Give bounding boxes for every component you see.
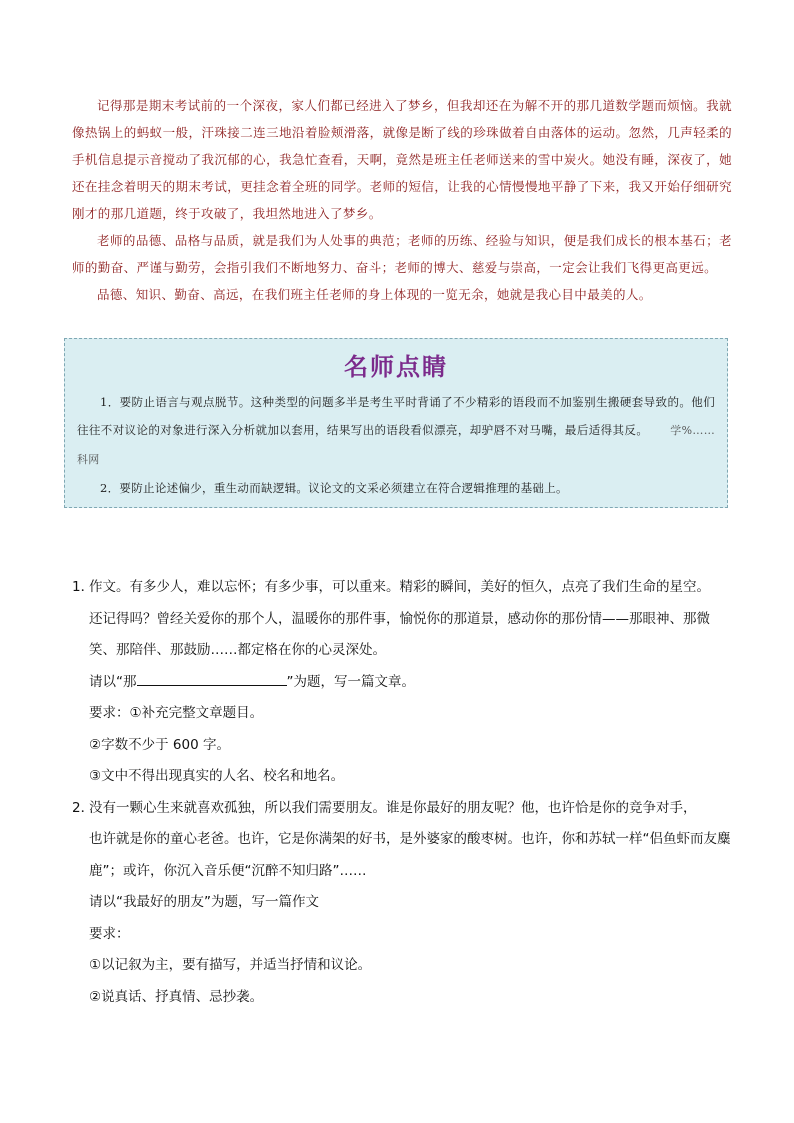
tips-box: [64, 338, 728, 508]
question-2-requirement-1: ①以记叙为主，要有描写，并适当抒情和议论。: [89, 957, 372, 973]
tips-item-1-text: 1．要防止语言与观点脱节。这种类型的问题多半是考生平时背诵了不少精彩的语段而不加鉴别生搬硬套导致的。他们往往不对议论的对象进行深入分析就加以套用，结果写出的语段看似漂亮，却驴唇不对马嘴，最后适得其反。: [77, 395, 715, 437]
question-2-text: 没有一颗心生来就喜欢孤独，所以我们需要朋友。谁是你最好的朋友呢？他，也许恰是你的竞争对手，: [89, 799, 697, 816]
question-1-requirement-3: ③文中不得出现真实的人名、校名和地名。: [89, 768, 345, 784]
question-1-instruction-post: ”为题，写一篇文章。: [286, 673, 415, 690]
question-1-requirement-2: ②字数不少于 600 字。: [89, 736, 230, 753]
question-2-number: 2．: [72, 799, 95, 816]
question-2-requirement-2: ②说真话、抒真情、忌抄袭。: [89, 988, 264, 1005]
question-1-text: 作文。有多少人，难以忘怀；有多少事，可以重来。精彩的瞬间，美好的恒久，点亮了我们生命的星空。: [89, 579, 710, 595]
question-1-number: 1．: [72, 579, 95, 595]
tips-item-1: [77, 388, 715, 474]
question-1-requirement-1: 要求：①补充完整文章题目。: [89, 705, 264, 721]
essay-paragraph-2: 老师的品德、品格与品质，就是我们为人处事的典范；老师的历练、经验与知识，便是我们成长的根本基石；老师的勤奋、严谨与勤劳，会指引我们不断地努力、奋斗；老师的博大、慈爱与崇高，一定会让我们飞得更高更远。: [72, 233, 732, 275]
question-2-prompt: [72, 793, 732, 825]
question-2-prompt-2: 也许就是你的童心老爸。也许，它是你满架的好书，是外婆家的酸枣树。也许，你和苏轼一样“侣鱼虾而友麋鹿”；或许，你沉入音乐便“沉醉不知归路”……: [89, 831, 731, 879]
questions-section: [72, 572, 732, 1013]
question-1-prompt: [72, 572, 732, 604]
tips-item-2: 2．要防止论述偏少，重生动而缺逻辑。议论文的文采必须建立在符合逻辑推理的基础上。: [100, 481, 568, 495]
essay-section: [72, 92, 732, 308]
question-1-instruction: [72, 667, 732, 699]
question-2-requirement-label: 要求：: [89, 925, 130, 942]
watermark-text: 学%……科网: [77, 424, 715, 466]
question-1-prompt-2: 还记得吗？曾经关爱你的那个人，温暖你的那件事，愉悦你的那道景，感动你的那份情——那眼神、那微笑、那陪伴、那鼓励……都定格在你的心灵深处。: [89, 610, 710, 658]
question-2-instruction: 请以“我最好的朋友”为题，写一篇作文: [89, 894, 319, 910]
essay-paragraph-3: 品德、知识、勤奋、高远，在我们班主任老师的身上体现的一览无余，她就是我心目中最美的人。: [97, 287, 652, 302]
question-1-instruction-pre: 请以“那: [89, 673, 137, 690]
tips-title: 名师点睛: [344, 352, 448, 381]
title-blank-line[interactable]: [137, 669, 287, 686]
essay-paragraph-1: 记得那是期末考试前的一个深夜，家人们都已经进入了梦乡，但我却还在为解不开的那几道数学题而烦恼。我就像热锅上的蚂蚁一般，汗珠接二连三地沿着脸颊滑落，就像是断了线的珍珠做着自由落体的运动。忽然，几声轻柔的手机信息提示音搅动了我沉郁的心，我急忙查看，天啊，竟然是班主任老师送来的雪中炭火。她没有睡，深夜了，她还在挂念着明天的期末考试，更挂念着全班的同学。老师的短信，让我的心情慢慢地平静了下来，我又开始仔细研究刚才的那几道题，终于攻破了，我坦然地进入了梦乡。: [72, 98, 732, 221]
tips-body: [65, 382, 727, 502]
